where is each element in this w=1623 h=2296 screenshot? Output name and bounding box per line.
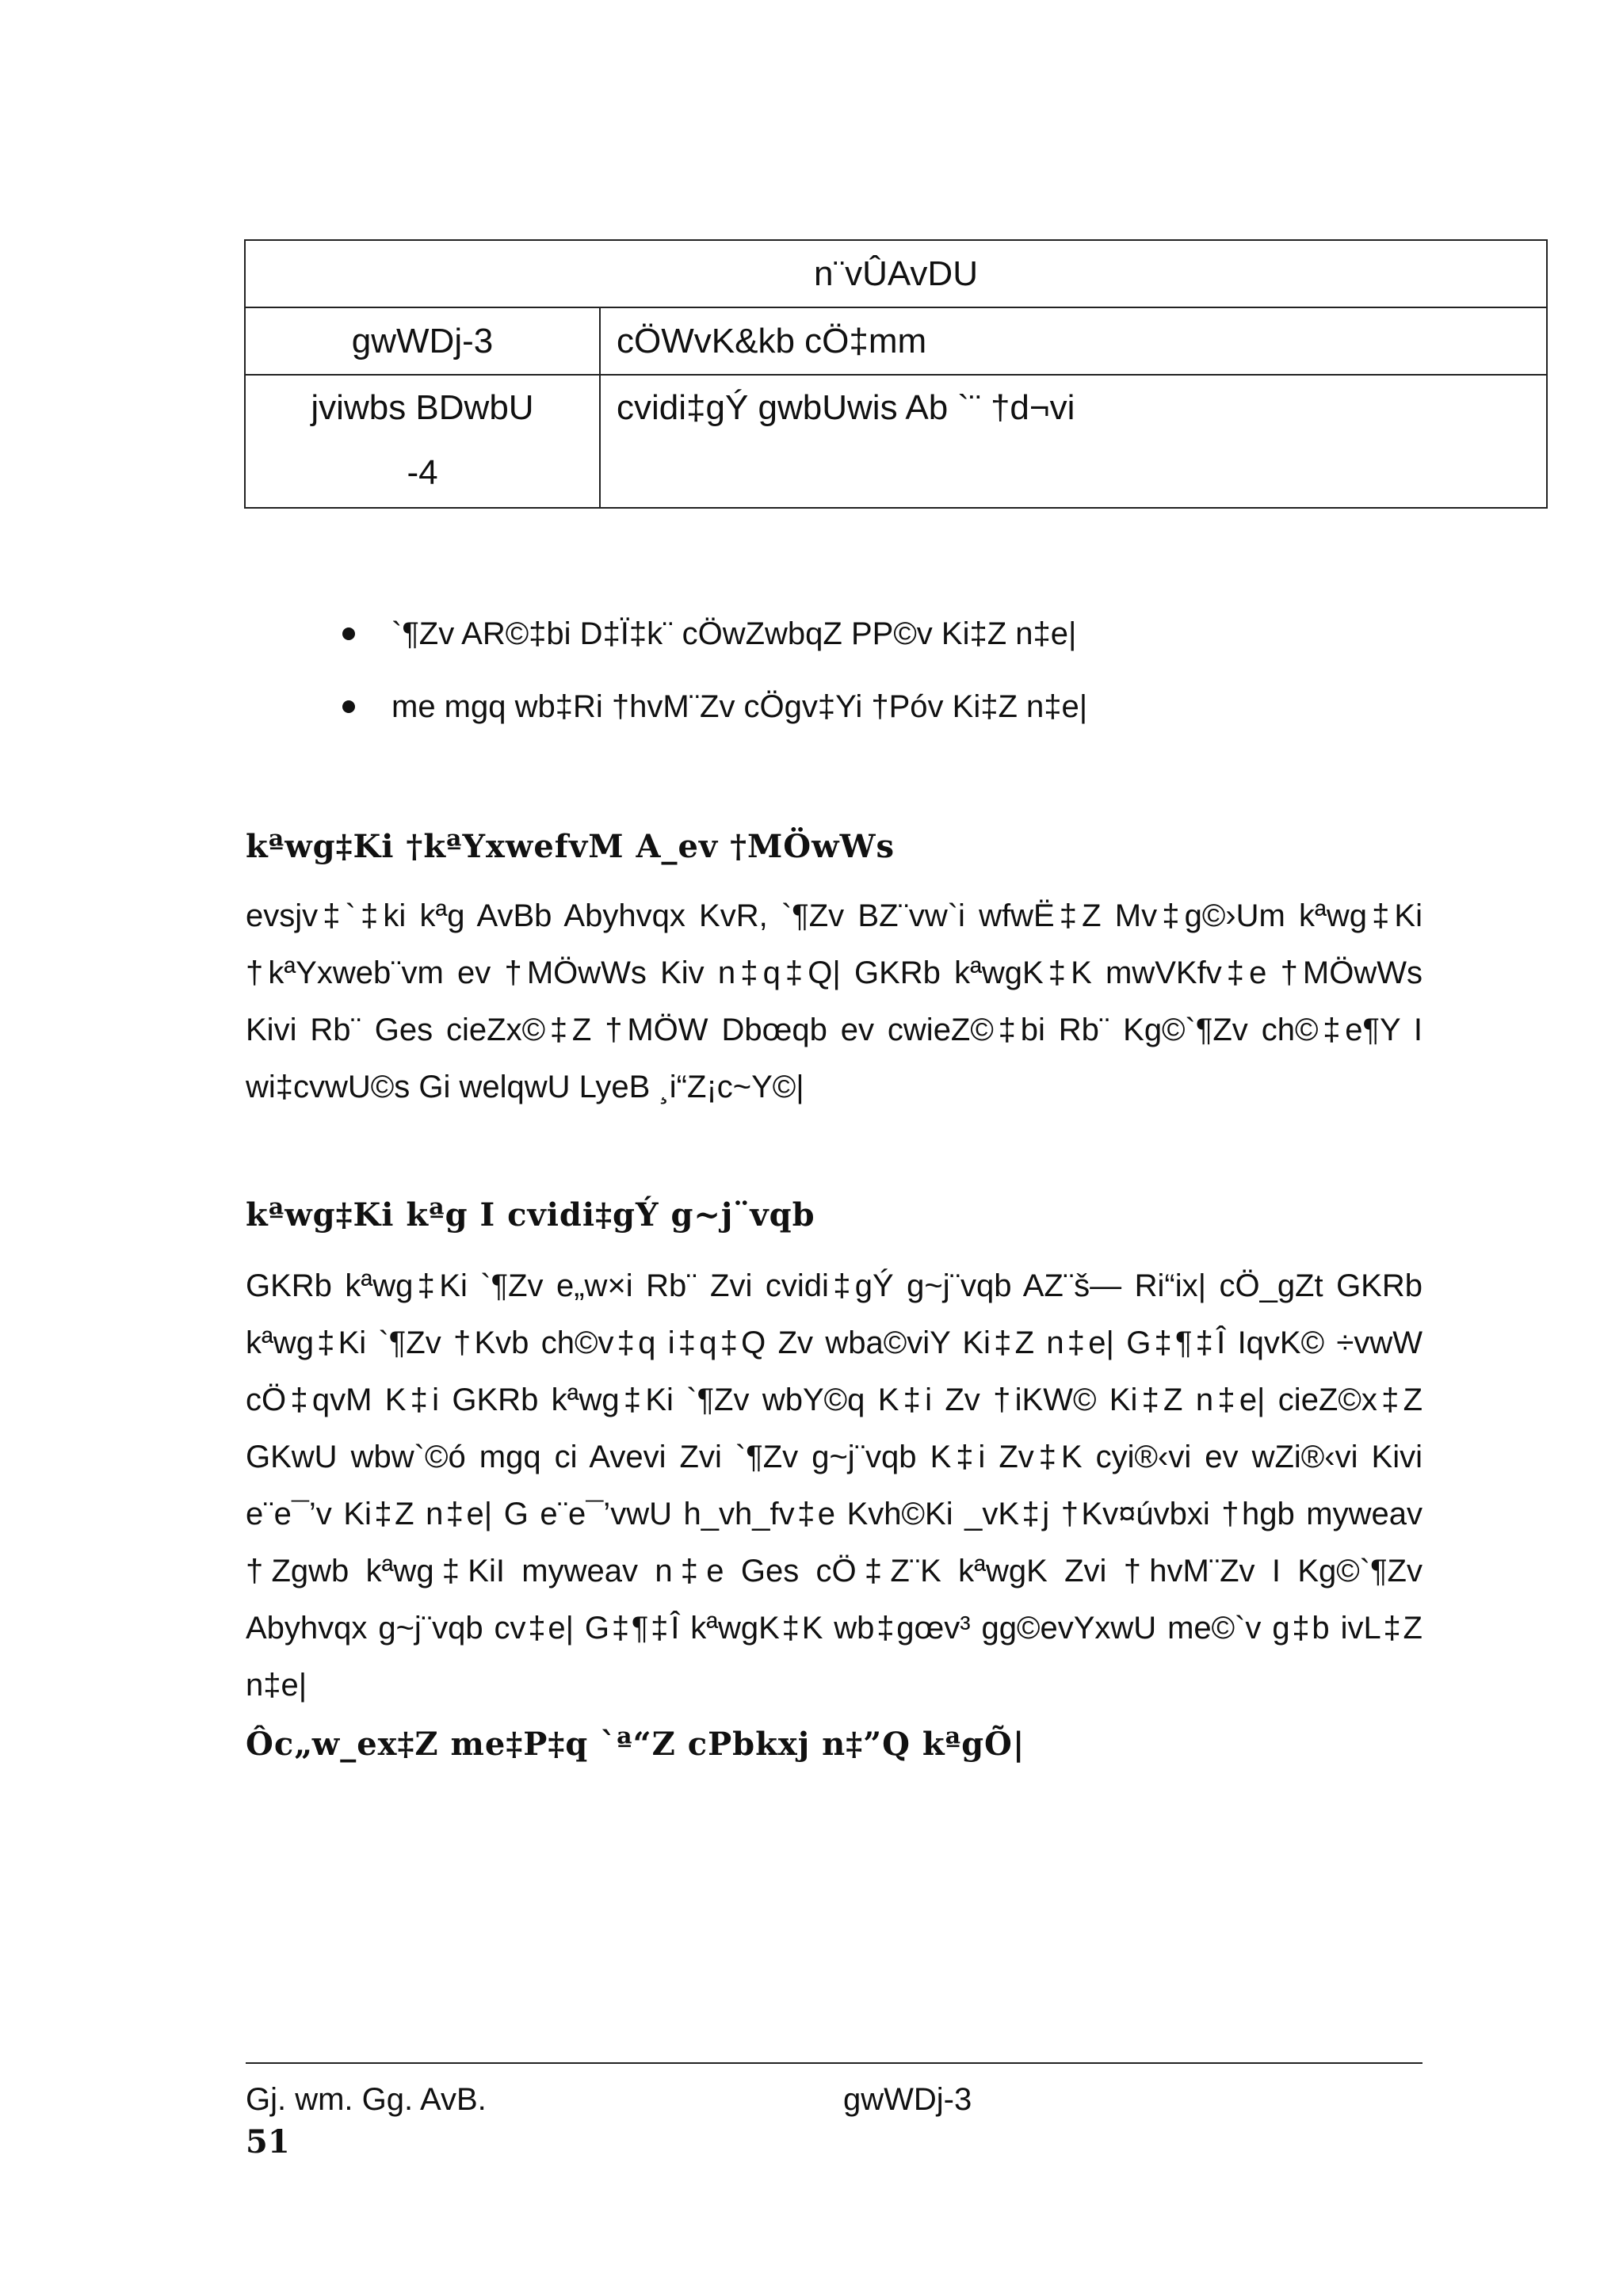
paragraph-line: GKRb kªwg‡Ki `¶Zv e„w×i Rb¨ Zvi cvidi‡gÝ g~j¨vqb AZ¨š— Ri“ix| cÖ_gZt GKRb xyxy=(246,1268,1423,1303)
lesson-label-line1: jviwbs BDwbU xyxy=(311,388,534,427)
footer-organization: Gj. wm. Gg. AvB. xyxy=(246,2082,487,2117)
bullet-list xyxy=(342,610,1087,756)
paragraph-line: Abyhvqx g~j¨vqb cv‡e| G‡¶‡Î kªwgK‡K wb‡gœv³ gg©evYxwU me©`v g‡b ivL‡Z xyxy=(246,1611,1423,1646)
paragraph-line: wi‡cvwU©s Gi welqwU LyeB ¸i“Z¡c~Y©| xyxy=(246,1070,804,1104)
list-item xyxy=(342,610,1087,683)
list-item xyxy=(342,683,1087,756)
section-heading-grading: kªwg‡Ki †kªYxwefvM A_ev †MÖwWs xyxy=(246,828,896,865)
closing-quote: Ôc„w_ex‡Z me‡P‡q `ª“Z cPbkxj n‡”Q kªgÕ| xyxy=(246,1726,1025,1763)
footer-divider xyxy=(246,2062,1423,2064)
bullet-icon xyxy=(342,700,355,713)
paragraph-line: cÖ‡qvM K‡i GKRb kªwg‡Ki `¶Zv wbY©q K‡i Zv †iKW© Ki‡Z n‡e| cieZ©x‡Z xyxy=(246,1383,1423,1417)
lesson-title: cvidi‡gÝ gwbUwis Ab `¨ †d¬vi xyxy=(600,375,1547,508)
page-number: 51 xyxy=(246,2123,290,2161)
paragraph-line: n‡e| xyxy=(246,1668,307,1703)
section-paragraph-performance xyxy=(246,1257,1423,1714)
section-paragraph-grading xyxy=(246,887,1423,1116)
footer-module: gwWDj-3 xyxy=(843,2082,972,2117)
paragraph-line: †Zgwb kªwg‡KiI myweav n‡e Ges cÖ‡Z¨K kªwgK Zvi †hvM¨Zv I Kg©`¶Zv xyxy=(246,1554,1423,1589)
section-heading-performance: kªwg‡Ki kªg I cvidi‡gÝ g~j¨vqb xyxy=(246,1196,815,1234)
bullet-icon xyxy=(342,627,355,640)
module-header-table xyxy=(244,239,1548,509)
paragraph-line: †kªYxweb¨vm ev †MÖwWs Kiv n‡q‡Q| GKRb kªwgK‡K mwVKfv‡e †MÖwWs xyxy=(246,955,1423,990)
lesson-label xyxy=(245,375,600,508)
paragraph-line: evsjv‡`‡ki kªg AvBb Abyhvqx KvR, `¶Zv BZ¨vw`i wfwË‡Z Mv‡g©›Um kªwg‡Ki xyxy=(246,898,1423,933)
lesson-label-line2: -4 xyxy=(407,453,438,492)
module-row xyxy=(245,307,1547,375)
paragraph-line: e¨e¯’v Ki‡Z n‡e| G e¨e¯’vwU h_vh_fv‡e Kvh©Ki _vK‡j †Kv¤úvbxi †hgb myweav xyxy=(246,1497,1423,1531)
paragraph-line: Kivi Rb¨ Ges cieZx©‡Z †MÖW Dbœqb ev cwieZ©‡bi Rb¨ Kg©`¶Zv ch©‡e¶Y I xyxy=(246,1013,1423,1047)
bullet-text: me mgq wb‡Ri †hvM¨Zv cÖgv‡Yi †Póv Ki‡Z n‡e| xyxy=(391,689,1088,724)
header-title: n¨vÛAvDU xyxy=(245,240,1547,307)
lesson-row xyxy=(245,375,1547,508)
bullet-text: `¶Zv AR©‡bi D‡Ï‡k¨ cÖwZwbqZ PP©v Ki‡Z n‡e| xyxy=(391,616,1077,651)
module-title: cÖWvK&kb cÖ‡mm xyxy=(600,307,1547,375)
header-title-row xyxy=(245,240,1547,307)
paragraph-line: kªwg‡Ki `¶Zv †Kvb ch©v‡q i‡q‡Q Zv wba©viY Ki‡Z n‡e| G‡¶‡Î IqvK© ÷vwW xyxy=(246,1325,1423,1360)
module-label: gwWDj-3 xyxy=(245,307,600,375)
paragraph-line: GKwU wbw`©ó mgq ci Avevi Zvi `¶Zv g~j¨vqb K‡i Zv‡K cyi®‹vi ev wZi®‹vi Kivi xyxy=(246,1440,1423,1474)
